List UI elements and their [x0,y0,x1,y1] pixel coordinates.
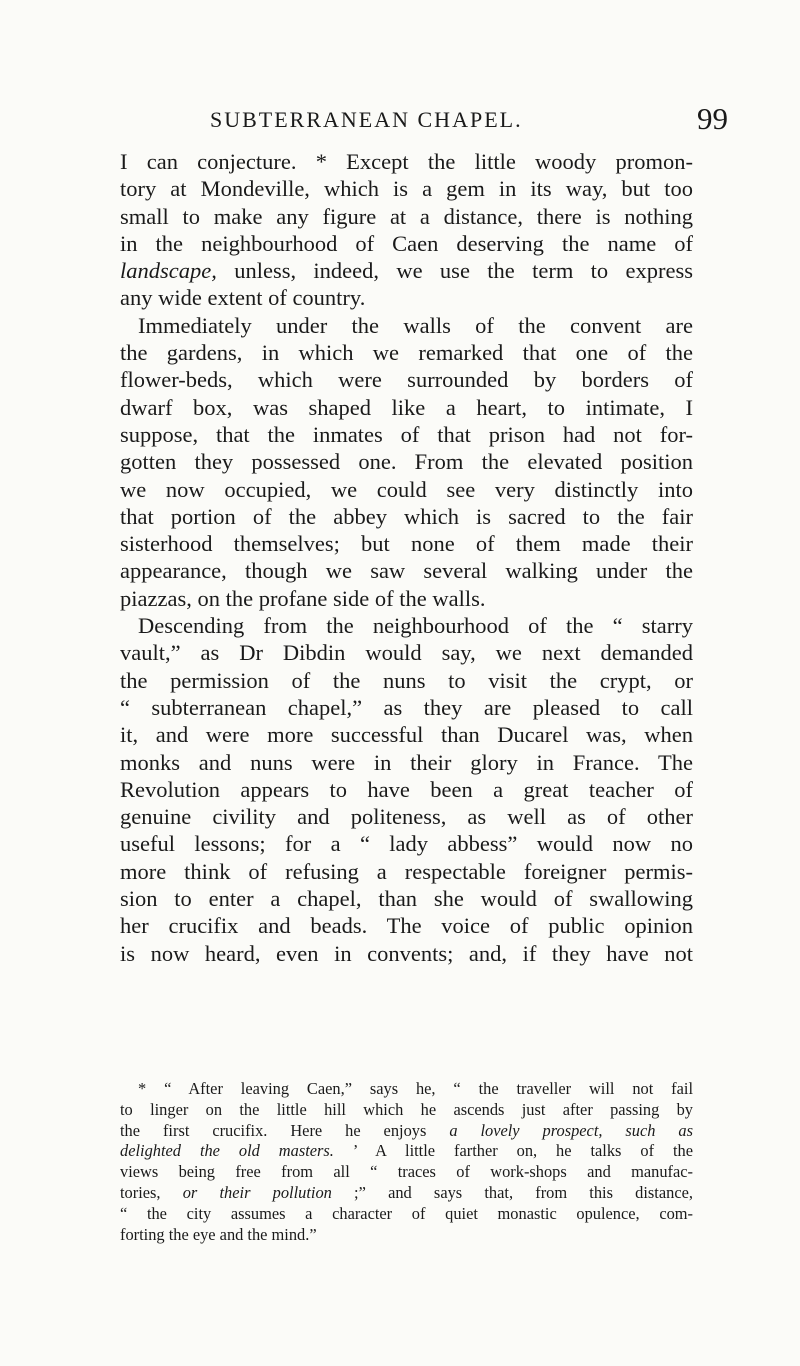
footnote-line: forting the eye and the mind.” [120,1224,317,1244]
text-line: is now heard, even in convents; and, if they have not [120,940,693,966]
footnote-line: to linger on the little hill which he ascends just after passing by [120,1099,693,1119]
text-fragment: the first crucifix. Here he enjoys [120,1120,450,1140]
text-line: it, and were more successful than Ducarel was, when [120,722,693,748]
text-line: in the neighbourhood of Caen deserving the name of [120,230,693,256]
text-line: that portion of the abbey which is sacred to the fair [120,503,693,529]
text-line: her crucifix and beads. The voice of public opinion [120,913,693,939]
text-line: appearance, though we saw several walking under the [120,558,693,584]
text-line: more think of refusing a respectable foreigner permis- [120,858,693,884]
footnote-line: views being free from all “ traces of work-shops and manufac- [120,1162,693,1182]
footnote-line [120,1121,693,1142]
text-line: Immediately under the walls of the convent are [138,312,693,338]
page-number: 99 [697,101,728,136]
footnote-line [120,1141,693,1162]
text-line: small to make any figure at a distance, there is nothing [120,203,693,229]
text-line: the permission of the nuns to visit the crypt, or [120,667,693,693]
text-fragment: ’ A little farther on, he talks of the [333,1141,693,1161]
text-line: dwarf box, was shaped like a heart, to intimate, I [120,394,693,420]
text-fragment: unless, indeed, we use the term to express [216,258,693,284]
text-line: sisterhood themselves; but none of them made their [120,531,693,557]
italic-phrase: or their pollution [182,1182,332,1202]
body-text [120,148,693,967]
text-line: “ subterranean chapel,” as they are pleased to call [120,694,693,720]
footnote-line [120,1183,693,1204]
text-line: sion to enter a chapel, than she would of swallowing [120,886,693,912]
footnote-line: “ the city assumes a character of quiet monastic opulence, com- [120,1203,693,1223]
text-line: vault,” as Dr Dibdin would say, we next demanded [120,640,693,666]
text-line: I can conjecture. * Except the little woody promon- [120,149,693,174]
italic-word: landscape, [120,258,217,284]
footnote-line: * “ After leaving Caen,” says he, “ the traveller will not fail [138,1079,693,1098]
text-line: any wide extent of country. [120,285,366,311]
text-line: genuine civility and politeness, as well as of other [120,804,693,830]
italic-phrase: delighted the old masters. [120,1141,334,1161]
running-title: SUBTERRANEAN CHAPEL. [210,107,523,132]
text-line: Descending from the neighbourhood of the “ starry [138,613,693,639]
text-line: piazzas, on the profane side of the walls. [120,585,486,611]
running-head [210,101,740,139]
text-line: flower-beds, which were surrounded by borders of [120,367,693,393]
text-line: tory at Mondeville, which is a gem in its way, but too [120,176,693,202]
italic-phrase: a lovely prospect, such as [449,1120,693,1140]
text-line: Revolution appears to have been a great teacher of [120,776,693,802]
text-fragment: ;” and says that, from this distance, [331,1182,693,1202]
footnote [120,1079,693,1245]
text-line: useful lessons; for a “ lady abbess” would now no [120,831,693,857]
text-line: we now occupied, we could see very distinctly into [120,476,693,502]
text-line: suppose, that the inmates of that prison had not for- [120,421,693,447]
text-line [120,257,693,284]
text-line: gotten they possessed one. From the elevated position [120,449,693,475]
text-line: monks and nuns were in their glory in France. The [120,749,693,775]
text-fragment: tories, [120,1182,183,1202]
text-line: the gardens, in which we remarked that one of the [120,340,693,366]
